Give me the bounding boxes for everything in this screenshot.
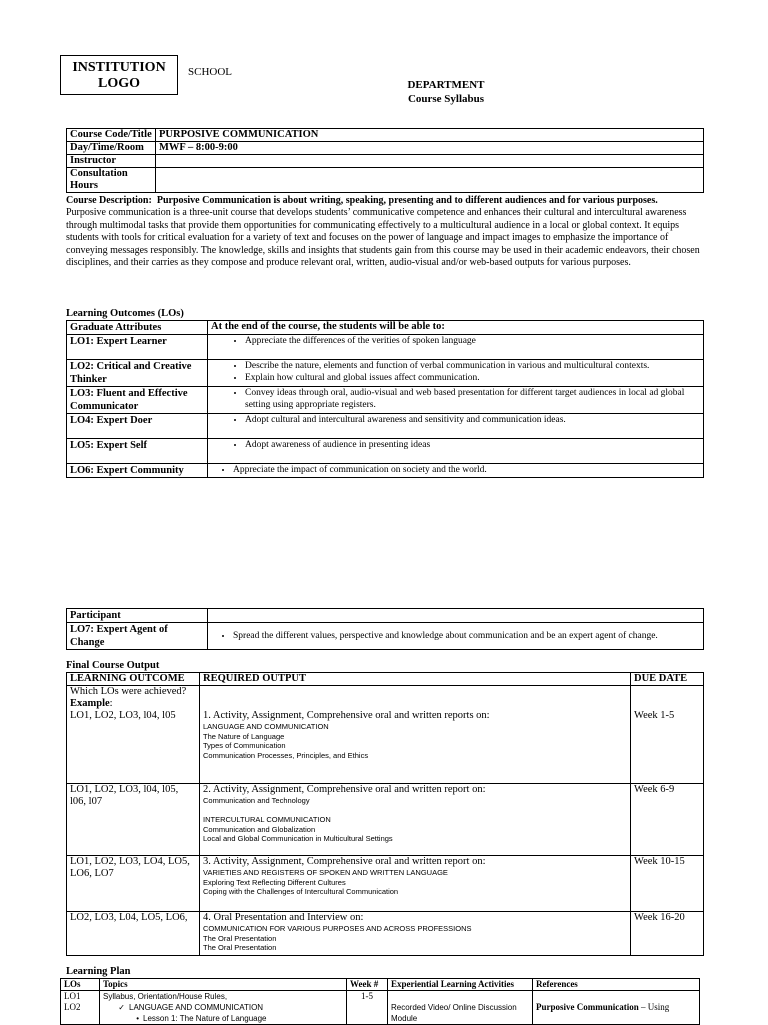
final-output-title: Final Course Output: [66, 660, 160, 671]
output-line: VARIETIES AND REGISTERS OF SPOKEN AND WRITTEN LANGUAGE: [203, 868, 448, 877]
output-line: Communication and Technology: [203, 796, 310, 805]
lo7-outcomes: [208, 623, 704, 650]
required-output-header: REQUIRED OUTPUT: [200, 673, 631, 686]
output-line: LANGUAGE AND COMMUNICATION: [203, 722, 329, 731]
los-cell: [67, 784, 200, 856]
lp-activities-cell: Recorded Video/ Online Discussion Module: [388, 991, 533, 1025]
output-line: COMMUNICATION FOR VARIOUS PURPOSES AND ACROSS PROFESSIONS: [203, 924, 472, 933]
participant-label: Participant: [67, 609, 208, 623]
list-item: • Convey ideas through oral, audio-visual and web based presentation for different target audiences in local ad global setting using appropriate registers.: [245, 387, 700, 411]
course-code-value: PURPOSIVE COMMUNICATION: [156, 129, 704, 142]
output-line: Exploring Text Reflecting Different Cultures: [203, 877, 346, 887]
school-label: SCHOOL: [188, 66, 233, 78]
list-item: • Adopt awareness of audience in presenting ideas: [245, 439, 700, 451]
table-row: [67, 439, 704, 464]
lp-lo: LO2: [64, 1002, 81, 1012]
output-line: [203, 806, 627, 816]
table-row: [67, 155, 704, 168]
los-list: LO2, LO3, L04, LO5, LO6,: [70, 912, 188, 923]
course-description: [66, 195, 700, 269]
activities-header: Experiential Learning Activities: [388, 979, 533, 991]
lp-los-cell: [61, 991, 100, 1025]
table-row: [61, 979, 700, 991]
table-row: [67, 464, 704, 478]
output-heading: 3. Activity, Assignment, Comprehensive oral and written report on:: [203, 856, 486, 867]
los-list: LO1, LO2, LO3, l04, l05: [70, 710, 176, 721]
output-line: Communication and Globalization: [203, 824, 316, 834]
due-date-cell: [631, 856, 704, 912]
required-output-cell: [200, 686, 631, 784]
lo3-outcomes: [208, 387, 704, 414]
table-row: [67, 360, 704, 387]
bullet-icon: •: [136, 1014, 139, 1023]
description-body: Purposive communication is a three-unit course that develops students’ communicative competence and enhances their cultural and intercultural awareness through multimodal tasks that provide them opportunities for communicating effectively to a multicultural audience in a local or global context. It equips students with tools for critical evaluation for a variety of text and focuses on the power of language and impact images to emphasize the importance of conveying messages responsibly. The knowledge, skills and insights that students gain from this course may be used in their academic endeavors, their chosen disciplines, and their carries as they compose and produce relevant oral, written, audio-visual and/or web-based outputs for various purposes.: [66, 207, 700, 269]
description-summary: Purposive Communication is about writing, speaking, presenting and to different audiences and for various purposes: [156, 195, 656, 206]
lo6-outcomes: [208, 464, 704, 478]
learning-outcome-header: LEARNING OUTCOME: [67, 673, 200, 686]
output-line: The Oral Presentation: [203, 943, 277, 952]
references-header: References: [533, 979, 700, 991]
lp-topic: Syllabus, Orientation/House Rules,: [103, 992, 228, 1001]
course-info-table: [66, 128, 704, 193]
consultation-value: [156, 168, 704, 193]
lo2-outcomes: [208, 360, 704, 387]
los-list: LO1, LO2, LO3, l04, l05, l06, l07: [70, 784, 179, 807]
table-row: [67, 168, 704, 193]
due-date: Week 16-20: [634, 912, 685, 923]
list-item: • Explain how cultural and global issues affect communication.: [245, 372, 700, 384]
los-header: LOs: [61, 979, 100, 991]
table-row: [67, 321, 704, 335]
due-date: Week 6-9: [634, 784, 675, 795]
outcomes-header: At the end of the course, the students will be able to:: [208, 321, 704, 335]
table-row: [67, 673, 704, 686]
lo4-outcomes: [208, 414, 704, 439]
los-intro: Which LOs were achieved?: [70, 686, 187, 697]
lp-week-cell: 1-5: [347, 991, 388, 1025]
topics-header: Topics: [100, 979, 347, 991]
lp-lo: LO1: [64, 991, 81, 1001]
learning-outcomes-title: Learning Outcomes (LOs): [66, 308, 184, 319]
required-output-cell: [200, 856, 631, 912]
los-cell: [67, 856, 200, 912]
lo3-attr: LO3: Fluent and Effective Communicator: [67, 387, 208, 414]
checkmark-icon: ✓: [118, 1003, 125, 1012]
output-line: The Oral Presentation: [203, 933, 277, 943]
list-item: • Describe the nature, elements and function of verbal communication in various and multicultural contexts.: [245, 360, 700, 372]
output-line: INTERCULTURAL COMMUNICATION: [203, 815, 331, 824]
graduate-attributes-header: Graduate Attributes: [67, 321, 208, 335]
table-row: [67, 129, 704, 142]
day-time-label: Day/Time/Room: [67, 142, 156, 155]
participant-value: [208, 609, 704, 623]
reference-rest: – Using: [638, 1002, 670, 1012]
table-row: [67, 609, 704, 623]
lo6-attr: LO6: Expert Community: [67, 464, 208, 478]
lp-topic: LANGUAGE AND COMMUNICATION: [129, 1003, 264, 1012]
table-row: [67, 623, 704, 650]
due-date: Week 1-5: [634, 710, 675, 721]
lo7-attr: LO7: Expert Agent of Change: [67, 623, 208, 650]
table-row: [67, 335, 704, 360]
table-row: [67, 784, 704, 856]
department-label: DEPARTMENT: [407, 79, 485, 91]
consultation-label: Consultation Hours: [67, 168, 156, 193]
output-line: Communication Processes, Principles, and Ethics: [203, 750, 369, 760]
reference-title: Purposive Communication: [536, 1002, 639, 1012]
final-output-table: [66, 672, 704, 956]
output-line: Local and Global Communication in Multicultural Settings: [203, 834, 393, 843]
output-line: The Nature of Language: [203, 731, 285, 741]
table-row: [67, 142, 704, 155]
output-heading: 4. Oral Presentation and Interview on:: [203, 912, 364, 923]
description-heading: Course Description: Purposive Communication is about writing, speaking, presenting and to different audiences and for various purposes.: [66, 195, 658, 206]
los-cell: [67, 912, 200, 956]
list-item: • Spread the different values, perspective and knowledge about communication and be an expert agent of change.: [233, 631, 700, 641]
lp-topics-cell: [100, 991, 347, 1025]
table-row: [67, 686, 704, 784]
description-label: Course Description: [66, 195, 149, 206]
due-date-cell: [631, 686, 704, 784]
lo1-outcomes: [208, 335, 704, 360]
lp-references-cell: [533, 991, 700, 1025]
table-row: [67, 414, 704, 439]
due-date-header: DUE DATE: [631, 673, 704, 686]
lo2-attr: LO2: Critical and Creative Thinker: [67, 360, 208, 387]
lo5-outcomes: [208, 439, 704, 464]
due-date: Week 10-15: [634, 856, 685, 867]
table-row: [67, 856, 704, 912]
los-list: LO1, LO2, LO3, LO4, LO5, LO6, LO7: [70, 856, 190, 879]
syllabus-label: Course Syllabus: [407, 93, 485, 105]
required-output-cell: [200, 784, 631, 856]
table-row: [61, 991, 700, 1025]
instructor-label: Instructor: [67, 155, 156, 168]
day-time-value: MWF – 8:00-9:00: [156, 142, 704, 155]
logo-text: INSTITUTION LOGO: [72, 60, 166, 91]
table-row: [67, 387, 704, 414]
lo5-attr: LO5: Expert Self: [67, 439, 208, 464]
output-heading: 1. Activity, Assignment, Comprehensive oral and written reports on:: [203, 710, 490, 721]
los-cell: Which LOs were achieved? Example: LO1, LO2, LO3, l04, l05: [67, 686, 200, 784]
list-item: • Appreciate the differences of the verities of spoken language: [245, 335, 700, 347]
output-line: Types of Communication: [203, 741, 286, 750]
output-heading: 2. Activity, Assignment, Comprehensive oral and written report on:: [203, 784, 486, 795]
lp-topic: Lesson 1: The Nature of Language: [143, 1014, 267, 1023]
learning-plan-table: [60, 978, 700, 1025]
due-date-cell: [631, 912, 704, 956]
participant-table: [66, 608, 704, 650]
instructor-value: [156, 155, 704, 168]
week-header: Week #: [347, 979, 388, 991]
example-label: Example: [70, 698, 110, 709]
list-item: • Appreciate the impact of communication on society and the world.: [233, 464, 700, 476]
institution-logo: [60, 55, 178, 95]
learning-plan-title: Learning Plan: [66, 966, 131, 977]
department-heading: [405, 78, 487, 106]
table-row: [67, 912, 704, 956]
output-line: Coping with the Challenges of Intercultural Communication: [203, 887, 399, 896]
course-code-label: Course Code/Title: [67, 129, 156, 142]
due-date-cell: [631, 784, 704, 856]
learning-outcomes-table: [66, 320, 704, 478]
list-item: • Adopt cultural and intercultural awareness and sensitivity and communication ideas.: [245, 414, 700, 426]
required-output-cell: [200, 912, 631, 956]
lo4-attr: LO4: Expert Doer: [67, 414, 208, 439]
lo1-attr: LO1: Expert Learner: [67, 335, 208, 360]
